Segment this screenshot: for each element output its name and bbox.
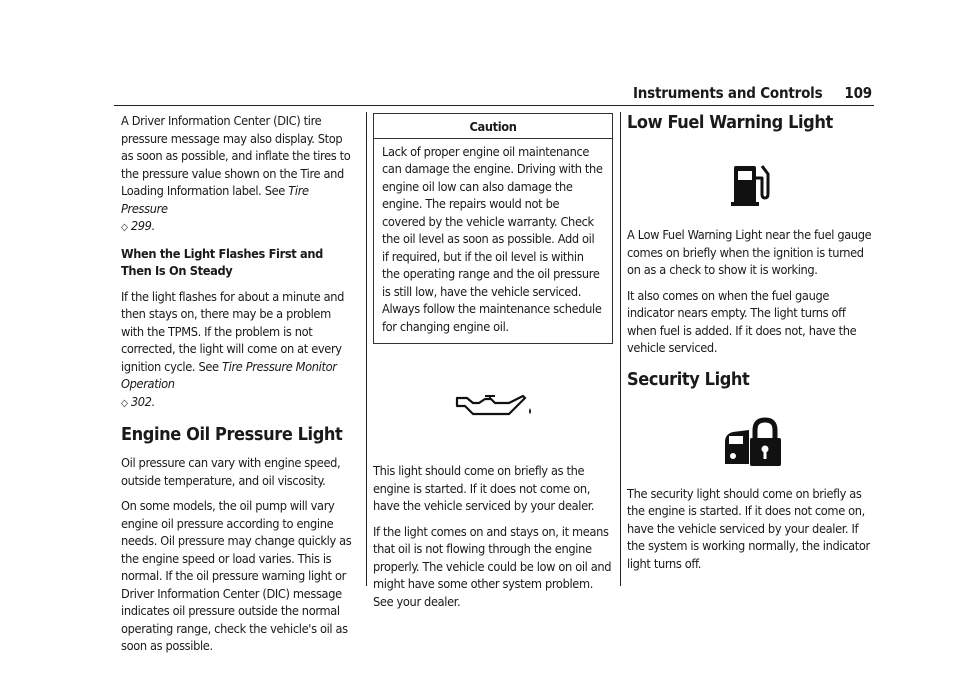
tire-pressure-paragraph: A Driver Information Center (DIC) tire pressure message may also display. Stop as soon as possible, and inflate the tires to the pressure value shown on the Tire and Loading Information label. See Tire Pressure ◇ 299. <box>121 113 351 233</box>
paragraph: Oil pressure can vary with engine speed, outside temperature, and oil viscosity. <box>121 455 341 488</box>
paragraph: If the light comes on and stays on, it means that oil is not flowing through the engine properly. The vehicle could be low on oil and might have some other system problem. See your dealer. <box>373 523 612 609</box>
cross-reference-page[interactable]: 299 <box>130 218 152 233</box>
subheading: When the Light Flashes First and Then Is On Steady <box>121 245 323 278</box>
cross-reference-link[interactable]: Tire Pressure Monitor Operation <box>121 358 337 391</box>
page-ref-arrow-icon: ◇ <box>121 397 128 409</box>
fuel-pump-icon <box>730 160 774 208</box>
paragraph: The security light should come on briefly as the engine is started. If it does not come on, have the vehicle serviced by your dealer. If the system is working normally, the indicator light turns off. <box>627 485 870 571</box>
oil-can-icon <box>451 392 535 422</box>
column-1 <box>121 112 353 663</box>
caution-box <box>373 113 613 344</box>
cross-reference-page[interactable]: 302 <box>130 393 152 409</box>
caution-title: Caution <box>374 114 612 139</box>
header-rule <box>114 105 874 106</box>
paragraph: A Low Fuel Warning Light near the fuel gauge comes on briefly when the ignition is turned on as a check to show it is working. <box>627 227 872 277</box>
page-header <box>633 84 872 102</box>
page-number: 109 <box>844 84 872 102</box>
paragraph: On some models, the oil pump will vary engine oil pressure according to engine needs. Oil pressure may change quickly as the engine speed or load varies. This is normal. If the oil pressure warning light or Driver Information Center (DIC) message indicates oil pressure outside the normal operating range, check the vehicle's oil as soon as possible. <box>121 498 352 653</box>
flash-paragraph: If the light flashes for about a minute and then stays on, there may be a problem with the TPMS. If the problem is not corrected, the light will come on at every ignition cycle. See Tire Pressure Monitor Operation ◇ 302. <box>121 288 345 409</box>
section-heading: Security Light <box>627 368 750 390</box>
paragraph: It also comes on when the fuel gauge indicator nears empty. The light turns off when fuel is added. If it does not, have the vehicle serviced. <box>627 287 857 355</box>
page-ref-arrow-icon: ◇ <box>121 222 128 233</box>
caution-body: Lack of proper engine oil maintenance can damage the engine. Driving with the engine oil low can also damage the engine. The repairs would not be covered by the vehicle warranty. Check the oil level as soon as possible. Add oil if required, but if the oil level is within the operating range and the oil pressure is still low, have the vehicle serviced. Always follow the maintenance schedule for changing engine oil. <box>382 143 603 334</box>
cross-reference-link[interactable]: Tire Pressure <box>121 183 309 216</box>
section-title: Instruments and Controls <box>632 84 823 102</box>
security-lock-icon <box>721 416 783 468</box>
column-3 <box>627 112 877 580</box>
section-heading: Engine Oil Pressure Light <box>121 424 343 445</box>
column-divider <box>366 112 367 586</box>
column-2 <box>373 113 613 618</box>
paragraph: This light should come on briefly as the engine is started. If it does not come on, have the vehicle serviced by your dealer. <box>373 463 595 513</box>
column-divider <box>620 112 621 586</box>
section-heading: Low Fuel Warning Light <box>627 112 833 133</box>
